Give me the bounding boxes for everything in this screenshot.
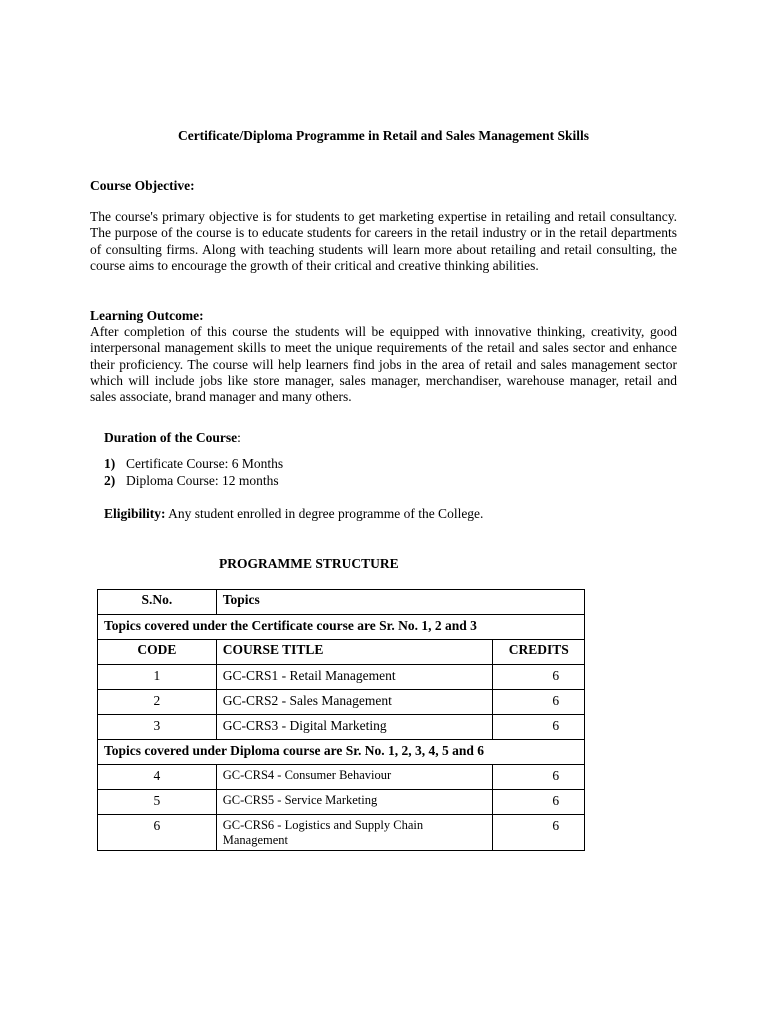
credits-cell: 6 xyxy=(493,815,585,851)
code-cell: 5 xyxy=(98,790,217,815)
credits-header: CREDITS xyxy=(493,640,585,665)
course-title-cell: GC-CRS4 - Consumer Behaviour xyxy=(216,765,493,790)
duration-list xyxy=(104,456,283,489)
table-row xyxy=(98,590,585,615)
course-objective-heading: Course Objective: xyxy=(90,178,195,193)
table-row xyxy=(98,665,585,690)
list-item-number: 1) xyxy=(104,456,116,471)
course-title-cell: GC-CRS6 - Logistics and Supply Chain Management xyxy=(216,815,493,851)
eligibility-label: Eligibility: xyxy=(104,506,166,521)
learning-outcome-text: After completion of this course the students will be equipped with innovative thinking, creativity, good interpersonal management skills to meet the unique requirements of the retail and sales sector and enhance their proficiency. The course will help learners find jobs in the area of retail and sales management sector which will include jobs like store manager, sales manager, merchandiser, warehouse manager, retail and sales associate, brand manager and many others. xyxy=(90,324,677,405)
credits-cell: 6 xyxy=(493,790,585,815)
list-item-text: Diploma Course: 12 months xyxy=(126,472,279,488)
list-item-number: 2) xyxy=(104,472,116,488)
course-objective-text: The course's primary objective is for students to get marketing expertise in retailing and retail consultancy. The purpose of the course is to educate students for careers in the retail industry or in the retail departments of consulting firms. Along with teaching students will learn more about retailing and retail consulting, the course aims to encourage the growth of their critical and creative thinking abilities. xyxy=(90,209,677,273)
topics-header: Topics xyxy=(216,590,584,615)
credits-cell: 6 xyxy=(493,690,585,715)
sno-header: S.No. xyxy=(98,590,217,615)
eligibility xyxy=(104,506,483,522)
table-row xyxy=(98,615,585,640)
table-row xyxy=(98,790,585,815)
code-header: CODE xyxy=(98,640,217,665)
certificate-note: Topics covered under the Certificate course are Sr. No. 1, 2 and 3 xyxy=(98,615,585,640)
course-title-cell: GC-CRS3 - Digital Marketing xyxy=(216,715,493,740)
credits-cell: 6 xyxy=(493,765,585,790)
code-cell: 4 xyxy=(98,765,217,790)
course-title-header: COURSE TITLE xyxy=(216,640,493,665)
programme-structure-title: PROGRAMME STRUCTURE xyxy=(219,556,399,571)
list-item xyxy=(104,456,283,473)
duration-label: Duration of the Course xyxy=(104,430,238,445)
table-row xyxy=(98,640,585,665)
credits-cell: 6 xyxy=(493,715,585,740)
course-title-cell: GC-CRS5 - Service Marketing xyxy=(216,790,493,815)
learning-outcome-heading: Learning Outcome: xyxy=(90,308,204,323)
table-row xyxy=(98,765,585,790)
table-row xyxy=(98,690,585,715)
course-title-cell: GC-CRS2 - Sales Management xyxy=(216,690,493,715)
document-title: Certificate/Diploma Programme in Retail and Sales Management Skills xyxy=(177,128,590,143)
table-row xyxy=(98,740,585,765)
duration-heading xyxy=(104,430,241,446)
diploma-note: Topics covered under Diploma course are Sr. No. 1, 2, 3, 4, 5 and 6 xyxy=(98,740,585,765)
code-cell: 2 xyxy=(98,690,217,715)
table-row xyxy=(98,815,585,851)
credits-cell: 6 xyxy=(493,665,585,690)
code-cell: 1 xyxy=(98,665,217,690)
list-item xyxy=(104,473,283,490)
list-item-text: Certificate Course: 6 Months xyxy=(126,456,284,471)
table-row xyxy=(98,715,585,740)
code-cell: 3 xyxy=(98,715,217,740)
duration-colon: : xyxy=(237,430,241,445)
code-cell: 6 xyxy=(98,815,217,851)
course-title-cell: GC-CRS1 - Retail Management xyxy=(216,665,493,690)
eligibility-text: Any student enrolled in degree programme of the College. xyxy=(165,506,484,521)
programme-structure-table xyxy=(97,589,585,851)
